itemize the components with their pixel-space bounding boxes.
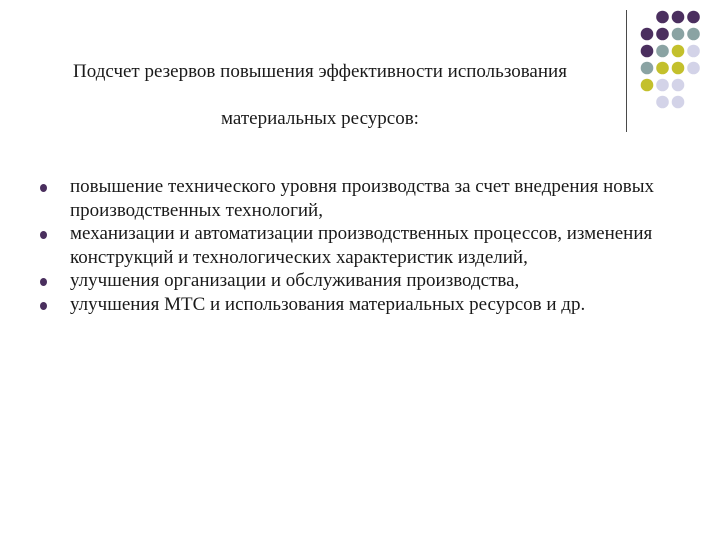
decorative-dot [672, 62, 685, 75]
decorative-dot [672, 96, 685, 109]
vertical-divider [626, 10, 627, 132]
decorative-dot [656, 96, 669, 109]
decorative-dot [656, 62, 669, 75]
slide-title [18, 48, 622, 142]
decorative-dot [672, 45, 685, 58]
decorative-dot-grid [640, 10, 716, 120]
slide-title-line-1: Подсчет резервов повышения эффективности использования [73, 61, 567, 82]
decorative-dot [641, 45, 654, 58]
decorative-dot [641, 79, 654, 92]
decorative-dot [656, 11, 669, 24]
decorative-dot [687, 11, 700, 24]
decorative-dot [672, 28, 685, 41]
decorative-dot [656, 45, 669, 58]
list-item: повышение технического уровня производства за счет внедрения новых производственных технологий, [40, 175, 700, 222]
decorative-dot [687, 62, 700, 75]
list-item: улучшения организации и обслуживания производства, [40, 269, 700, 293]
decorative-dot [687, 28, 700, 41]
list-item: улучшения МТС и использования материальных ресурсов и др. [40, 293, 700, 317]
decorative-dot [641, 62, 654, 75]
decorative-dot [656, 79, 669, 92]
slide-title-line-2: материальных ресурсов: [221, 108, 419, 129]
decorative-dot [672, 79, 685, 92]
decorative-dot [641, 28, 654, 41]
bullet-list [40, 175, 700, 316]
decorative-dot [656, 28, 669, 41]
decorative-dot [672, 11, 685, 24]
list-item: механизации и автоматизации производственных процессов, изменения конструкций и технологических характеристик изделий, [40, 222, 700, 269]
decorative-dot [687, 45, 700, 58]
